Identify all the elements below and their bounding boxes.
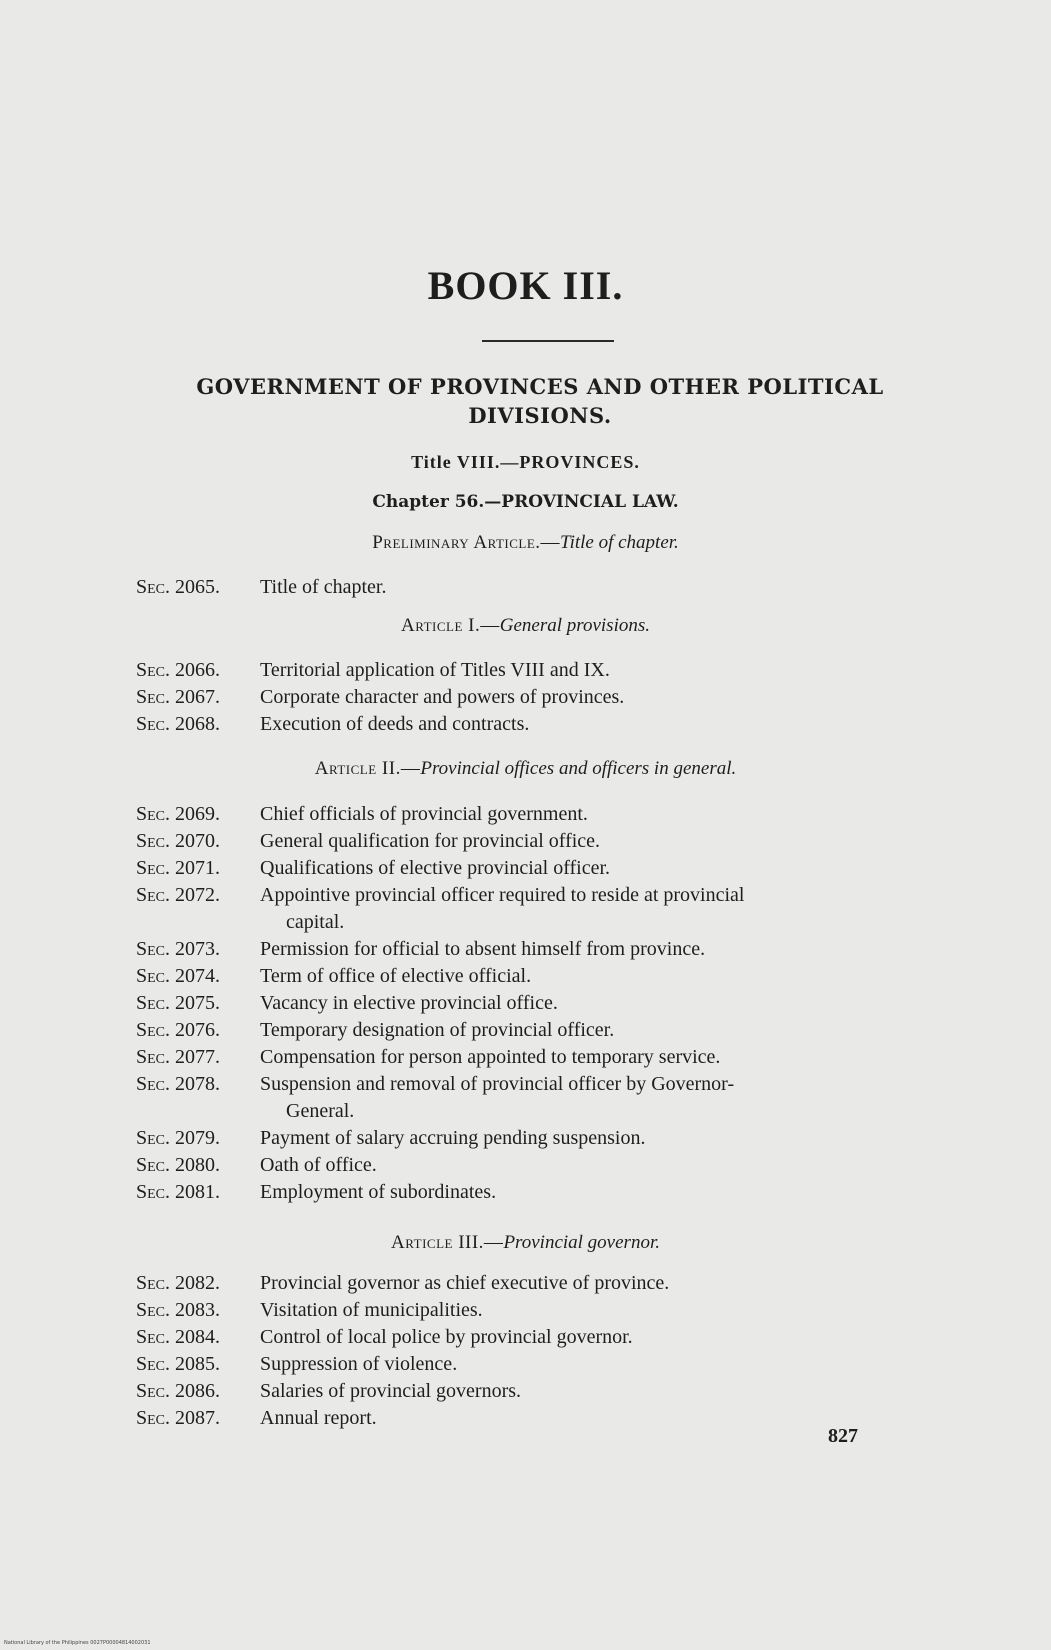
section-entry — [136, 657, 956, 684]
article-2-section-list — [136, 801, 956, 1206]
article-1-label: Article I.— — [401, 615, 500, 636]
section-prefix: Sec. — [136, 686, 171, 708]
section-number — [136, 1125, 220, 1152]
section-entry — [136, 711, 956, 738]
section-title: Territorial application of Titles VIII and IX. — [260, 659, 610, 681]
section-number — [136, 1378, 220, 1405]
section-number-value: 2068. — [175, 713, 221, 735]
section-number-value: 2079. — [175, 1127, 221, 1149]
section-number-value: 2084. — [175, 1326, 221, 1348]
section-number-value: 2087. — [175, 1407, 221, 1429]
section-prefix: Sec. — [136, 965, 171, 987]
section-number — [136, 1017, 220, 1044]
section-title: Temporary designation of provincial officer. — [260, 1019, 615, 1041]
section-entry — [136, 1378, 956, 1405]
section-prefix: Sec. — [136, 1019, 171, 1041]
section-number — [136, 963, 220, 990]
section-prefix: Sec. — [136, 884, 171, 906]
section-number — [136, 936, 220, 963]
section-title: Qualifications of elective provincial officer. — [260, 857, 611, 879]
section-entry — [136, 801, 956, 828]
section-entry — [136, 1297, 956, 1324]
section-entry — [136, 1152, 956, 1179]
section-prefix: Sec. — [136, 1380, 171, 1402]
section-number — [136, 990, 220, 1017]
section-prefix: Sec. — [136, 659, 171, 681]
preliminary-section-list — [136, 574, 956, 601]
section-number — [136, 855, 220, 882]
section-number-value: 2072. — [175, 884, 221, 906]
section-entry — [136, 855, 956, 882]
section-title: Suspension and removal of provincial officer by Governor- — [260, 1073, 735, 1095]
book-title: BOOK III. — [427, 263, 624, 308]
section-entry — [136, 1179, 956, 1206]
section-number — [136, 1044, 220, 1071]
section-number — [136, 1324, 220, 1351]
section-title: Control of local police by provincial governor. — [260, 1326, 633, 1348]
section-number-value: 2075. — [175, 992, 221, 1014]
section-number-value: 2073. — [175, 938, 221, 960]
preliminary-article-label: Preliminary Article.— — [372, 532, 561, 553]
section-prefix: Sec. — [136, 1181, 171, 1203]
article-2-heading — [0, 758, 1051, 780]
section-title: Suppression of violence. — [260, 1353, 458, 1375]
footer-note: National Library of the Philippines 0027P00004814002031 — [4, 1640, 151, 1646]
government-heading: GOVERNMENT OF PROVINCES AND OTHER POLITICAL DIVISIONS. — [196, 374, 884, 428]
section-number-value: 2082. — [175, 1272, 221, 1294]
preliminary-article-heading — [0, 532, 1051, 554]
section-prefix: Sec. — [136, 1272, 171, 1294]
section-title: Term of office of elective official. — [260, 965, 532, 987]
preliminary-article-subject: Title of chapter. — [560, 532, 679, 553]
article-3-label: Article III.— — [391, 1232, 504, 1253]
section-number — [136, 801, 220, 828]
chapter-heading: Chapter 56.—PROVINCIAL LAW. — [372, 492, 679, 512]
section-number-value: 2071. — [175, 857, 221, 879]
article-1-subject: General provisions. — [499, 615, 650, 636]
section-number-value: 2066. — [175, 659, 221, 681]
section-entry — [136, 1044, 956, 1071]
section-number — [136, 1179, 220, 1206]
section-title: Permission for official to absent himself from province. — [260, 938, 706, 960]
section-title: Appointive provincial officer required to reside at provincial — [260, 884, 745, 906]
section-title: Compensation for person appointed to temporary service. — [260, 1046, 721, 1068]
section-prefix: Sec. — [136, 938, 171, 960]
article-2-label: Article II.— — [314, 758, 421, 779]
section-prefix: Sec. — [136, 830, 171, 852]
title-rule — [482, 340, 614, 342]
section-entry — [136, 1351, 956, 1378]
section-number — [136, 684, 220, 711]
section-title: Title of chapter. — [260, 576, 387, 598]
section-number-value: 2074. — [175, 965, 221, 987]
section-prefix: Sec. — [136, 1299, 171, 1321]
article-1-section-list — [136, 657, 956, 738]
section-title: Salaries of provincial governors. — [260, 1380, 522, 1402]
section-prefix: Sec. — [136, 1127, 171, 1149]
section-title: Chief officials of provincial government. — [260, 803, 588, 825]
section-title: Vacancy in elective provincial office. — [260, 992, 558, 1014]
section-entry — [136, 1017, 956, 1044]
section-number-value: 2085. — [175, 1353, 221, 1375]
section-prefix: Sec. — [136, 1326, 171, 1348]
section-title-continuation: capital. — [286, 911, 345, 933]
section-number — [136, 1405, 220, 1432]
section-prefix: Sec. — [136, 713, 171, 735]
section-entry — [136, 684, 956, 711]
section-entry — [136, 1270, 956, 1297]
section-title: Visitation of municipalities. — [260, 1299, 483, 1321]
section-title: Employment of subordinates. — [260, 1181, 497, 1203]
section-title: Oath of office. — [260, 1154, 377, 1176]
section-entry — [136, 963, 956, 990]
section-prefix: Sec. — [136, 803, 171, 825]
section-entry — [136, 1071, 956, 1125]
section-number-value: 2081. — [175, 1181, 221, 1203]
article-2-subject: Provincial offices and officers in general. — [420, 758, 737, 779]
section-number-value: 2080. — [175, 1154, 221, 1176]
section-title: Execution of deeds and contracts. — [260, 713, 530, 735]
section-number-value: 2070. — [175, 830, 221, 852]
section-prefix: Sec. — [136, 992, 171, 1014]
section-entry — [136, 574, 956, 601]
section-title-continuation: General. — [286, 1100, 355, 1122]
section-entry — [136, 1324, 956, 1351]
article-3-heading — [0, 1232, 1051, 1254]
section-title: Corporate character and powers of provinces. — [260, 686, 625, 708]
page-number: 827 — [828, 1425, 858, 1447]
section-number-value: 2065. — [175, 576, 221, 598]
section-number — [136, 1152, 220, 1179]
section-entry — [136, 882, 956, 936]
section-number-value: 2083. — [175, 1299, 221, 1321]
section-number — [136, 1071, 220, 1098]
section-prefix: Sec. — [136, 1154, 171, 1176]
section-entry — [136, 990, 956, 1017]
section-number — [136, 1351, 220, 1378]
section-title: Provincial governor as chief executive of province. — [260, 1272, 670, 1294]
section-prefix: Sec. — [136, 1353, 171, 1375]
article-3-section-list — [136, 1270, 956, 1432]
section-prefix: Sec. — [136, 1407, 171, 1429]
section-number — [136, 1297, 220, 1324]
section-number-value: 2078. — [175, 1073, 221, 1095]
section-number-value: 2067. — [175, 686, 221, 708]
section-entry — [136, 1125, 956, 1152]
section-title: Payment of salary accruing pending suspension. — [260, 1127, 646, 1149]
section-number-value: 2086. — [175, 1380, 221, 1402]
section-prefix: Sec. — [136, 857, 171, 879]
section-number — [136, 657, 220, 684]
section-entry — [136, 828, 956, 855]
section-title: General qualification for provincial office. — [260, 830, 601, 852]
section-number — [136, 828, 220, 855]
section-title: Annual report. — [260, 1407, 377, 1429]
section-entry — [136, 936, 956, 963]
title-heading: Title VIII.—PROVINCES. — [411, 452, 640, 472]
section-number-value: 2076. — [175, 1019, 221, 1041]
section-number — [136, 882, 220, 909]
section-number-value: 2077. — [175, 1046, 221, 1068]
article-3-subject: Provincial governor. — [503, 1232, 660, 1253]
section-prefix: Sec. — [136, 576, 171, 598]
section-number — [136, 1270, 220, 1297]
article-1-heading — [0, 615, 1051, 637]
section-number — [136, 574, 220, 601]
section-number — [136, 711, 220, 738]
section-prefix: Sec. — [136, 1046, 171, 1068]
section-number-value: 2069. — [175, 803, 221, 825]
section-prefix: Sec. — [136, 1073, 171, 1095]
